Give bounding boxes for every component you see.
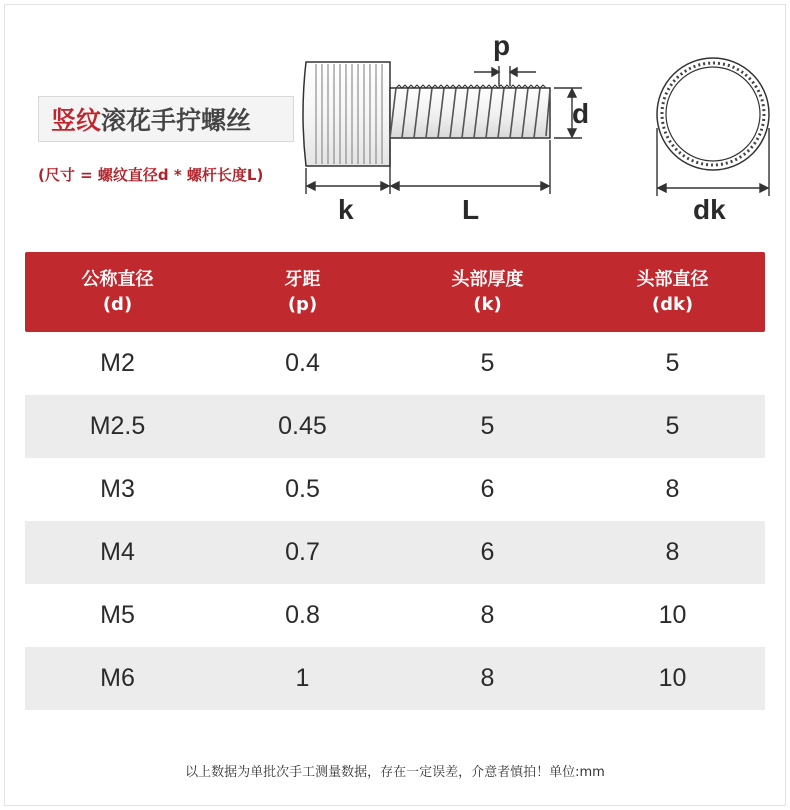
table-row: M2.5 0.45 5 5	[25, 395, 765, 458]
header-head-diameter: 头部直径 (dk)	[636, 269, 709, 315]
spec-table	[25, 252, 765, 710]
table-row: M3 0.5 6 8	[100, 475, 680, 503]
table-header	[25, 252, 765, 332]
head-top-view	[657, 58, 769, 170]
label-L: L	[462, 194, 480, 225]
measurement-disclaimer: 以上数据为单批次手工测量数据，存在一定误差，介意者慎拍！单位:mm	[185, 765, 605, 780]
header-nominal-diameter: 公称直径 (d)	[81, 269, 154, 315]
header-pitch: 牙距 (p)	[284, 269, 321, 315]
label-k: k	[338, 194, 354, 225]
product-title	[38, 96, 294, 142]
pitch-dimension	[474, 66, 536, 86]
label-d: d	[572, 98, 590, 129]
title-rest: 滚花手拧螺丝	[101, 106, 252, 135]
table-row: M6 1 8 10	[25, 647, 765, 710]
table-row: M4 0.7 6 8	[25, 521, 765, 584]
table-row: M2 0.4 5 5	[100, 349, 680, 377]
label-p: p	[493, 30, 511, 61]
screw-diagram	[296, 28, 776, 242]
screw-head	[303, 62, 390, 166]
title-accent: 竖纹	[51, 106, 102, 135]
table-row: M5 0.8 8 10	[100, 601, 687, 629]
label-dk: dk	[693, 194, 726, 225]
size-formula: (尺寸 = 螺纹直径d * 螺杆长度L)	[38, 166, 264, 184]
screw-shaft	[390, 85, 550, 138]
header-head-thickness: 头部厚度 (k)	[451, 269, 524, 315]
